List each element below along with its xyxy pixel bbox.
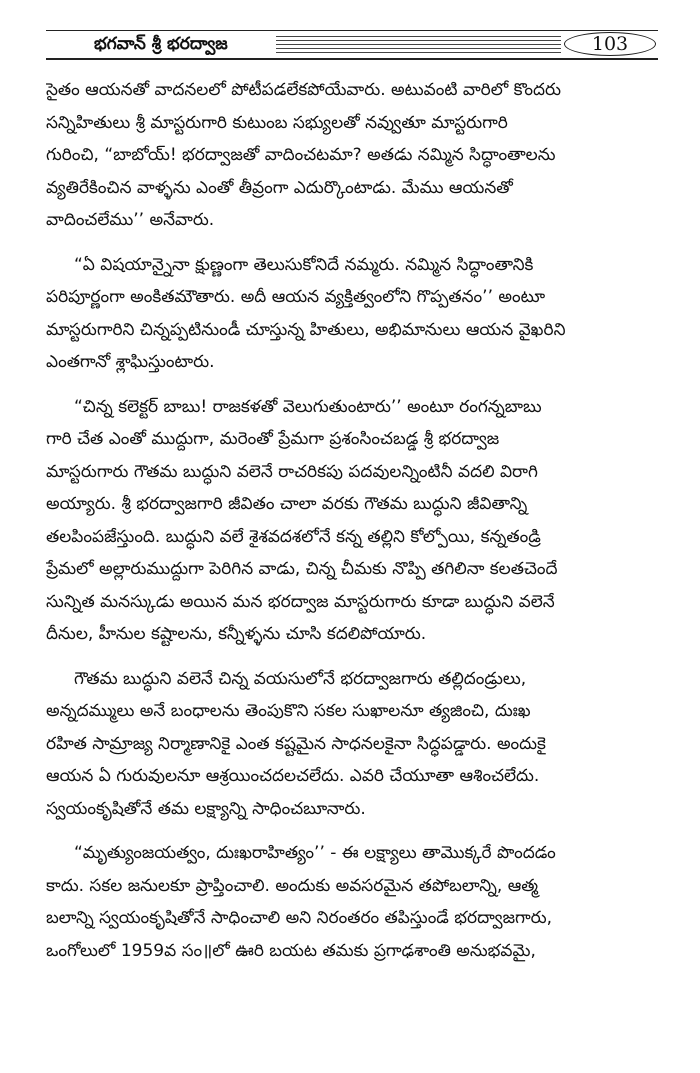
paragraph — [46, 391, 658, 651]
text-line: పరిపూర్ణంగా అంకితమౌతారు. అదీ ఆయన వ్యక్తిత్వంలోని గొప్పతనం’’ అంటూ — [46, 287, 546, 307]
text-line: “మృత్యుంజయత్వం, దుఃఖరాహిత్యం’’ - ఈ లక్ష్యాలు తామొక్కరే పొందడం — [74, 843, 556, 863]
text-line: సైతం ఆయనతో వాదనలలో పోటీపడలేకపోయేవారు. అటువంటి వారిలో కొందరు — [46, 80, 561, 100]
text-line: గారి చేత ఎంతో ముద్దుగా, మరెంతో ప్రేమగా ప్రశంసించబడ్డ శ్రీ భరద్వాజ — [46, 429, 500, 449]
text-line: అన్నదమ్ములు అనే బంధాలను తెంపుకొని సకల సుఖాలనూ త్యజించి, దుఃఖ — [46, 701, 531, 721]
text-line: సన్నిహితులు శ్రీ మాస్టరుగారి కుటుంబ సభ్యులతో నవ్వుతూ మాస్టరుగారి — [46, 112, 508, 133]
text-line: రహిత సామ్రాజ్య నిర్మాణానికై ఎంత కష్టమైన సాధనలకైనా సిద్ధపడ్డారు. అందుకై — [46, 733, 546, 754]
header-decorative-lines — [276, 36, 561, 54]
text-line: తలపింపజేస్తుంది. బుద్ధుని వలే శైశవదశలోనే కన్న తల్లిని కోల్పోయి, కన్నతండ్రి — [46, 526, 541, 547]
running-title: భగవాన్ శ్రీ భరద్వాజ — [94, 34, 228, 54]
text-line: మాస్టరుగారిని చిన్నప్పటినుండీ చూస్తున్న హితులు, అభిమానులు ఆయన వైఖరిని — [46, 319, 566, 340]
text-line: గౌతమ బుద్ధుని వలెనే చిన్న వయసులోనే భరద్వాజగారు తల్లిదండ్రులు, — [74, 668, 527, 689]
text-line: గురించి, “బాబోయ్! భరద్వాజతో వాదించటమా? అతడు నమ్మిన సిద్ధాంతాలను — [46, 145, 556, 165]
body-text — [46, 74, 658, 979]
paragraph — [46, 249, 658, 379]
text-line: మాస్టరుగారు గౌతమ బుద్ధుని వలెనే రాచరికపు పదవులన్నింటినీ వదలి విరాగి — [46, 461, 538, 482]
paragraph — [46, 837, 658, 967]
text-line: వాదించలేము’’ అనేవారు. — [46, 210, 215, 230]
text-line: “ఏ విషయాన్నైనా క్షుణ్ణంగా తెలుసుకోనిదే నమ్మరు. నమ్మిన సిద్ధాంతానికి — [74, 254, 534, 275]
text-line: ఆయన ఏ గురువులనూ ఆశ్రయించదలచలేదు. ఎవరి చేయూతా ఆశించలేదు. — [46, 766, 540, 786]
text-line: కాదు. సకల జనులకూ ప్రాప్తించాలి. అందుకు అవసరమైన తపోబలాన్ని, ఆత్మ — [46, 875, 539, 896]
page-number: 103 — [564, 32, 656, 56]
text-line: బలాన్ని స్వయంకృషితోనే సాధించాలి అని నిరంతరం తపిస్తుండే భరద్వాజగారు, — [46, 908, 553, 928]
text-line: స్వయంకృషితోనే తమ లక్ష్యాన్ని సాధించబూనారు. — [46, 798, 366, 819]
text-line: ఒంగోలులో 1959వ సం॥లో ఊరి బయట తమకు ప్రగాఢశాంతి అనుభవమై, — [46, 940, 536, 961]
header-top-rule — [46, 30, 658, 31]
paragraph — [46, 74, 658, 237]
text-line: ఎంతగానో శ్లాఘిస్తుంటారు. — [46, 352, 215, 372]
text-line: ప్రేమలో అల్లారుముద్దుగా పెరిగిన వాడు, చిన్న చీమకు నొప్పి తగిలినా కలతచెందే — [46, 559, 558, 579]
paragraph — [46, 663, 658, 826]
header-bottom-rule — [46, 58, 658, 60]
page-header — [46, 30, 658, 60]
text-line: దీనుల, హీనుల కష్టాలను, కన్నీళ్ళను చూసి కదలిపోయారు. — [46, 624, 427, 644]
text-line: అయ్యారు. శ్రీ భరద్వాజగారి జీవితం చాలా వరకు గౌతమ బుద్ధుని జీవితాన్ని — [46, 494, 528, 514]
text-line: వ్యతిరేకించిన వాళ్ళను ఎంతో తీవ్రంగా ఎదుర్కొంటాడు. మేము ఆయనతో — [46, 177, 513, 198]
text-line: “చిన్న కలెక్టర్ బాబు! రాజకళతో వెలుగుతుంటారు’’ అంటూ రంగన్నబాబు — [74, 396, 542, 417]
text-line: సున్నిత మనస్కుడు అయిన మన భరద్వాజ మాస్టరుగారు కూడా బుద్ధుని వలెనే — [46, 591, 555, 612]
